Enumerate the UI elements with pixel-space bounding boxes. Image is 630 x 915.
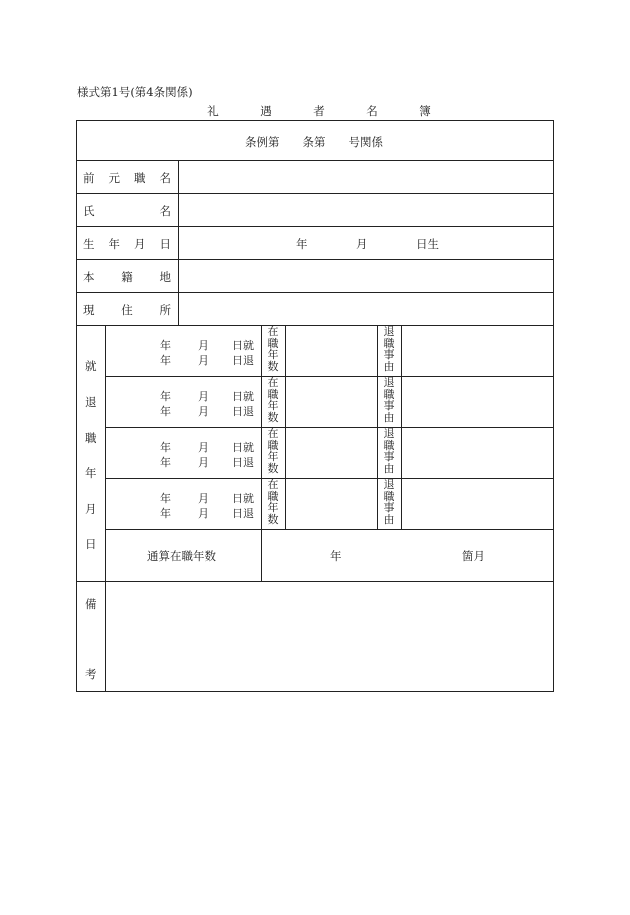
- row-divider: [76, 581, 554, 582]
- service-side-label-char: 職: [85, 431, 97, 445]
- total-tenure-month-unit: 箇月: [462, 549, 485, 563]
- row-divider: [105, 478, 554, 479]
- tenure-years-label: 在 職 年 数: [267, 376, 279, 424]
- row-divider: [76, 325, 554, 326]
- column-divider: [285, 325, 286, 529]
- column-divider: [261, 325, 262, 581]
- retirement-reason-label: 退 職 事 由: [383, 376, 395, 424]
- birth-day-unit: 日生: [416, 237, 439, 251]
- row-divider: [76, 160, 554, 161]
- row-divider: [76, 259, 554, 260]
- label-address: 現 住 所: [83, 303, 171, 317]
- row-divider: [105, 529, 554, 530]
- row-divider: [76, 226, 554, 227]
- row-divider: [76, 292, 554, 293]
- service-side-label-char: 月: [85, 502, 97, 516]
- title-char: 名: [366, 104, 378, 118]
- row-divider: [76, 193, 554, 194]
- label-former-position: 前 元 職 名: [83, 171, 171, 185]
- tenure-years-label: 在 職 年 数: [267, 325, 279, 373]
- service-side-label-char: 年: [85, 466, 97, 480]
- label-domicile: 本 籍 地: [83, 270, 171, 284]
- label-name: 氏 名: [83, 204, 171, 218]
- row-divider: [105, 427, 554, 428]
- retirement-reason-label: 退 職 事 由: [383, 325, 395, 373]
- retirement-reason-label: 退 職 事 由: [383, 427, 395, 475]
- row-divider: [105, 376, 554, 377]
- birth-month-unit: 月: [356, 237, 368, 251]
- service-side-label-char: 就: [85, 359, 97, 373]
- title-char: 者: [313, 104, 325, 118]
- title-char: 礼: [207, 104, 219, 118]
- title-char: 遇: [260, 104, 272, 118]
- tenure-years-label: 在 職 年 数: [267, 427, 279, 475]
- form-number-label: 様式第1号(第4条関係): [77, 85, 193, 99]
- label-birth-date: 生 年 月 日: [83, 237, 171, 251]
- tenure-years-label: 在 職 年 数: [267, 478, 279, 526]
- column-divider: [178, 160, 179, 325]
- column-divider: [377, 325, 378, 529]
- column-divider: [401, 325, 402, 529]
- remarks-label-top: 備: [85, 597, 97, 611]
- column-divider: [105, 325, 106, 692]
- service-side-label-char: 退: [85, 395, 97, 409]
- total-tenure-label: 通算在職年数: [147, 549, 216, 563]
- service-side-label-char: 日: [85, 537, 97, 551]
- remarks-label-bottom: 考: [85, 667, 97, 681]
- total-tenure-year-unit: 年: [330, 549, 342, 563]
- birth-year-unit: 年: [296, 237, 308, 251]
- ordinance-reference: 条例第 条第 号関係: [245, 135, 383, 149]
- form-title: [204, 103, 434, 119]
- title-char: 簿: [419, 104, 431, 118]
- retirement-reason-label: 退 職 事 由: [383, 478, 395, 526]
